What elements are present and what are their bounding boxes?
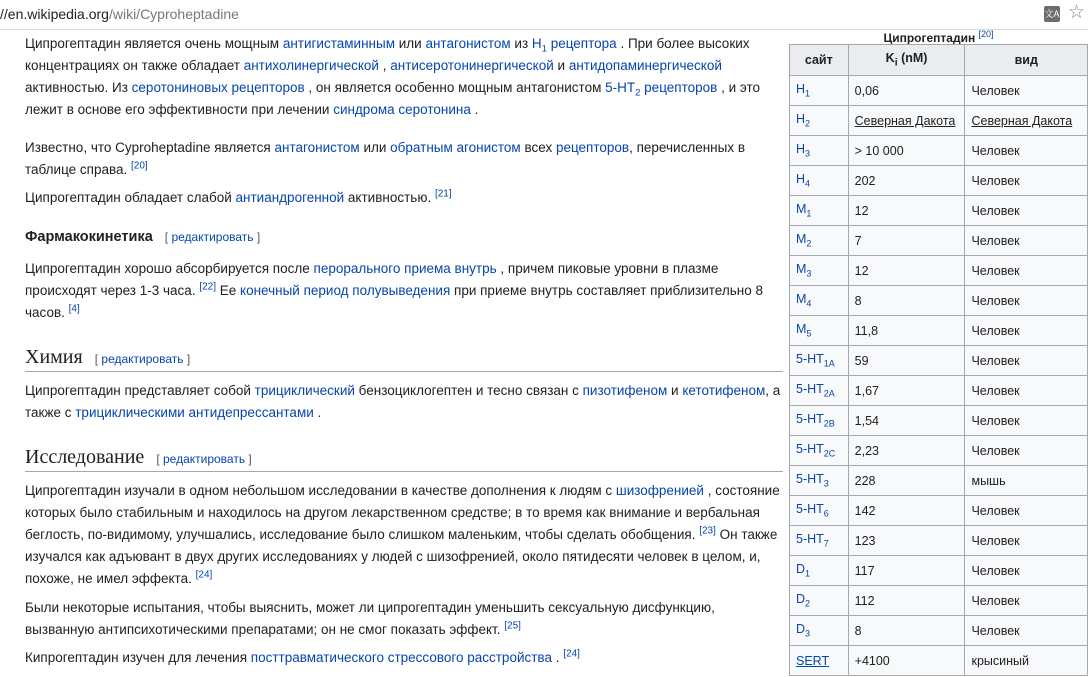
table-row [790,616,1088,646]
ki-value: 117 [848,556,965,586]
link-5ht2-receptors[interactable]: $5-HT_2$ рецепторов [605,80,718,99]
receptor-link[interactable]: $H_4$ [790,166,849,196]
reference-23[interactable]: [23] [699,525,716,537]
ki-value: 0,06 [848,76,965,106]
receptor-link[interactable]: $5-HT_{2B}$ [790,406,849,436]
species-value: Человек [965,226,1088,256]
header-site[interactable]: сайт [790,45,849,76]
link-anticholinergic[interactable]: антихолинергической [243,58,379,73]
table-row [790,586,1088,616]
species-value: Человек [965,346,1088,376]
ki-value: 7 [848,226,965,256]
reference-22[interactable]: [22] [199,281,217,293]
link-serotonin-syndrome[interactable]: синдрома серотонина [333,102,471,117]
species-value: Человек [965,76,1088,106]
species-value: Северная Дакота [965,106,1088,136]
reference-4[interactable]: [4] [68,303,80,315]
paragraph-research-2: Были некоторые испытания, чтобы выяснить, может ли ципрогептадин уменьшить сексуальную дисфункцию, вызванную антипсихотическими препаратами; он не смог показать эффект. [25] [25,600,715,637]
table-row [790,406,1088,436]
species-value: Человек [965,526,1088,556]
table-header-row [790,45,1088,76]
ki-table [789,44,1088,676]
link-antiserotonergic[interactable]: антисеротонинергической [390,58,554,73]
paragraph-pharmacology-2: Известно, что Cyproheptadine является антагонистом или обратным агонистом всех рецепторов, перечисленных в таблице справа. [20] [25,140,745,177]
table-row [790,646,1088,676]
ki-value: 112 [848,586,965,616]
link-antidopaminergic[interactable]: антидопаминергической [568,58,722,73]
link-elimination-half-life[interactable]: конечный период полувыведения [240,283,451,298]
species-value: Человек [965,616,1088,646]
url-host: //en.wikipedia.org [0,6,109,22]
receptor-link[interactable]: $H_3$ [790,136,849,166]
receptor-link[interactable]: $M_5$ [790,316,849,346]
species-value: Человек [965,556,1088,586]
table-row [790,466,1088,496]
receptor-link[interactable]: $M_1$ [790,196,849,226]
paragraph-pharmacology-1: Ципрогептадин является очень мощным антигистаминным или антагонистом из $H_1$ рецептора . При более высоких концентрациях он также обладает антихолинергической , антисеротонинергической и антидопаминергической активностью. Из серотониновых рецепторов , он является особенно мощным антагонистом $5-HT_2$ рецепторов , и это лежит в основе его эффективности при лечении синдрома серотонина . [25,36,761,117]
edit-section-research: [ редактировать ] [156,452,252,466]
url-text[interactable] [0,6,239,22]
link-antiandrogen[interactable]: антиандрогенной [235,190,345,205]
address-bar[interactable] [0,0,1088,30]
link-pizotifen[interactable]: пизотифеном [582,383,668,398]
receptor-link[interactable]: $5-HT_6$ [790,496,849,526]
link-ketotifen[interactable]: кетотифеном [682,383,766,398]
table-row [790,256,1088,286]
article-content [0,30,790,677]
link-antagonist[interactable]: антагонистом [425,36,511,51]
species-value: мышь [965,466,1088,496]
species-value: Человек [965,376,1088,406]
heading-pharmacokinetics: Фармакокинетика [ редактировать ] [25,229,261,245]
star-icon[interactable]: ☆ [1068,2,1086,23]
receptor-link[interactable]: $D_3$ [790,616,849,646]
paragraph-research-1: Ципрогептадин изучали в одном небольшом исследовании в качестве дополнения к людям с шизофренией , состояние которых было стабильным и находилось на другом лекарственном средстве; в то время как внимание и вербальная беглость, по-видимому, улучшались, исследование было слишком маленьким, чтобы сделать обобщения. [23] Он также изучался как адъювант в двух других исследованиях у людей с шизофренией, около пятидесяти человек в целом, и, похоже, не имел эффекта. [24] [25,483,780,586]
receptor-link[interactable]: $5-HT_3$ [790,466,849,496]
receptor-link[interactable]: $5-HT_{2A}$ [790,376,849,406]
table-row [790,166,1088,196]
ki-value: Северная Дакота [848,106,965,136]
binding-affinity-infobox [789,30,1088,677]
table-row [790,346,1088,376]
link-antagonist-2[interactable]: антагонистом [274,140,360,155]
table-row [790,136,1088,166]
paragraph-chemistry: Ципрогептадин представляет собой трициклический бензоциклогептен и тесно связан с пизотифеном и кетотифеном, а также с трициклическими антидепрессантами . [25,383,781,420]
link-antihistamine[interactable]: антигистаминным [282,36,395,51]
reference-20[interactable]: [20] [131,160,148,172]
species-value: Человек [965,316,1088,346]
species-value: Человек [965,406,1088,436]
table-row [790,436,1088,466]
receptor-link[interactable]: SERT [790,646,849,676]
receptor-link[interactable]: $H_1$ [790,76,849,106]
ki-value: 142 [848,496,965,526]
link-tricyclic-antidepressants[interactable]: трициклическими антидепрессантами [75,405,314,420]
edit-link-chemistry[interactable]: редактировать [101,352,184,366]
ki-value: 123 [848,526,965,556]
ki-value: > 10 000 [848,136,965,166]
link-oral-administration[interactable]: перорального приема внутрь [313,261,497,276]
table-row [790,496,1088,526]
table-caption: Ципрогептадин [20] [883,30,994,45]
link-h1-receptor[interactable]: $H_1$ рецептора [531,36,617,55]
caption-reference[interactable]: [20] [978,30,994,39]
reference-24[interactable]: [24] [195,569,213,581]
table-row [790,226,1088,256]
heading-research: Исследование [ редактировать ] [25,446,783,472]
ki-value: 1,67 [848,376,965,406]
species-value: Человек [965,586,1088,616]
receptor-link[interactable]: $H_2$ [790,106,849,136]
ki-value: 1,54 [848,406,965,436]
receptor-link[interactable]: $D_1$ [790,556,849,586]
ki-value: 11,8 [848,316,965,346]
link-tricyclic[interactable]: трициклический [254,383,355,398]
receptor-link[interactable]: $5-HT_{1A}$ [790,346,849,376]
paragraph-pharmacology-3: Ципрогептадин обладает слабой антиандрогенной активностью. [21] [25,188,452,205]
link-receptors[interactable]: рецепторов [555,140,630,155]
table-row [790,196,1088,226]
edit-section-chemistry: [ редактировать ] [94,352,191,366]
species-value: Человек [965,286,1088,316]
receptor-link[interactable]: $M_3$ [790,256,849,286]
table-row [790,376,1088,406]
translate-icon[interactable]: 文A [1044,6,1060,22]
ki-value: 8 [848,286,965,316]
paragraph-research-3: Кипрогептадин изучен для лечения посттравматического стрессового расстройства . [24] [25,648,580,665]
ki-value: 12 [848,256,965,286]
header-species[interactable]: вид [965,45,1088,76]
species-value: Человек [965,436,1088,466]
paragraph-pharmacokinetics: Ципрогептадин хорошо абсорбируется после перорального приема внутрь , причем пиковые уровни в плазме происходят через 1-3 часа. [22] Ее конечный период полувыведения при приеме внутрь составляет приблизительно 8 часов. [4] [25,261,763,320]
reference-25[interactable]: [25] [504,620,521,632]
species-value: Человек [965,166,1088,196]
receptor-link[interactable]: $5-HT_7$ [790,526,849,556]
link-inverse-agonist[interactable]: обратным агонистом [390,140,521,155]
species-value: Человек [965,496,1088,526]
reference-21[interactable]: [21] [434,188,452,200]
ki-value: 2,23 [848,436,965,466]
link-serotonin-receptors[interactable]: серотониновых рецепторов [131,80,305,95]
heading-chemistry: Химия [ редактировать ] [25,346,783,372]
link-ptsd[interactable]: посттравматического стрессового расстройства [250,650,552,665]
table-row [790,526,1088,556]
ki-value: 228 [848,466,965,496]
table-row [790,316,1088,346]
species-value: Человек [965,136,1088,166]
ki-value: 59 [848,346,965,376]
ki-value: 12 [848,196,965,226]
species-value: крысиный [965,646,1088,676]
edit-section-pharmacokinetics: [ редактировать ] [164,230,261,244]
ki-value: 8 [848,616,965,646]
table-row [790,286,1088,316]
ki-value: 202 [848,166,965,196]
reference-24-b[interactable]: [24] [563,648,580,660]
ki-value: +4100 [848,646,965,676]
table-row [790,556,1088,586]
receptor-link[interactable]: $M_2$ [790,226,849,256]
header-ki[interactable]: $K_i$ (nM) [848,45,965,76]
species-value: Человек [965,256,1088,286]
receptor-link[interactable]: $D_2$ [790,586,849,616]
receptor-link[interactable]: $5-HT_{2C}$ [790,436,849,466]
table-row [790,76,1088,106]
edit-link-research[interactable]: редактировать [162,452,246,466]
edit-link-pharmacokinetics[interactable]: редактировать [171,230,254,244]
link-schizophrenia[interactable]: шизофренией [615,483,704,498]
table-row [790,106,1088,136]
receptor-link[interactable]: $M_4$ [790,286,849,316]
species-value: Человек [965,196,1088,226]
url-path: /wiki/Cyproheptadine [108,6,239,22]
